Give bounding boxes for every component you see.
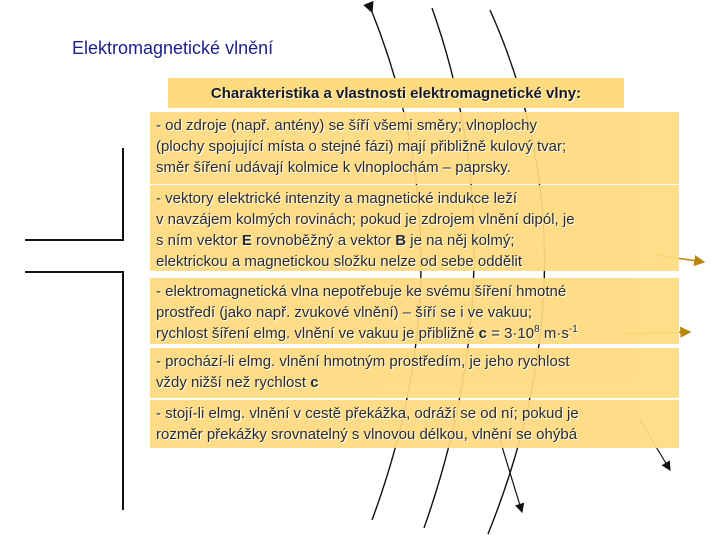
text-span: vždy nižší než rychlost [156,374,311,391]
slide-title: Elektromagnetické vlnění [72,38,274,58]
vector-e-symbol: E [241,232,252,249]
text-span: s ním vektor [156,232,242,249]
text-line: elektrickou a magnetickou složku nelze od sebe oddělit [156,253,523,270]
exponent: 8 [534,324,540,335]
text-line [156,230,673,251]
text-span: rovnoběžný a vektor [251,232,396,249]
heading-text: Charakteristika a vlastnosti elektromagnetické vlny: [210,84,582,102]
text-line: rozměr překážky srovnatelný s vlnovou délkou, vlnění se ohýbá [156,426,578,443]
vector-b-symbol: B [395,232,407,249]
text-line: směr šíření udávají kolmice k vlnoplochám – paprsky. [156,159,511,176]
heading-box [168,78,624,108]
text-block-propagation [150,112,679,184]
speed-symbol-c: c [478,325,487,342]
text-block-obstacle [150,400,679,448]
text-span: = 3·10 [487,325,535,342]
text-span: m·s [539,325,569,342]
exponent: -1 [568,324,578,335]
dipole-antenna [25,148,123,510]
text-line: (plochy spojující místa o stejné fázi) mají přibližně kulový tvar; [156,138,567,155]
text-line: - vektory elektrické intenzity a magnetické indukce leží [156,190,517,207]
text-line [156,372,673,393]
text-block-vacuum [150,278,679,344]
text-line: v navzájem kolmých rovinách; pokud je zdrojem vlnění dipól, je [156,211,575,228]
text-block-vectors [150,185,679,271]
text-line: - elektromagnetická vlna nepotřebuje ke svému šíření hmotné [156,283,567,300]
text-line [156,323,673,344]
text-span: je na něj kolmý; [406,232,515,249]
speed-symbol-c: c [310,374,319,391]
text-line: - stojí-li elmg. vlnění v cestě překážka, odráží se od ní; pokud je [156,405,579,422]
text-line: - prochází-li elmg. vlnění hmotným prostředím, je jeho rychlost [156,353,570,370]
text-line: - od zdroje (např. antény) se šíří všemi směry; vlnoplochy [156,117,537,134]
text-block-medium [150,348,679,398]
text-span: rychlost šíření elmg. vlnění ve vakuu je přibližně [156,325,479,342]
text-line: prostředí (jako např. zvukové vlnění) – šíří se i ve vakuu; [156,304,533,321]
